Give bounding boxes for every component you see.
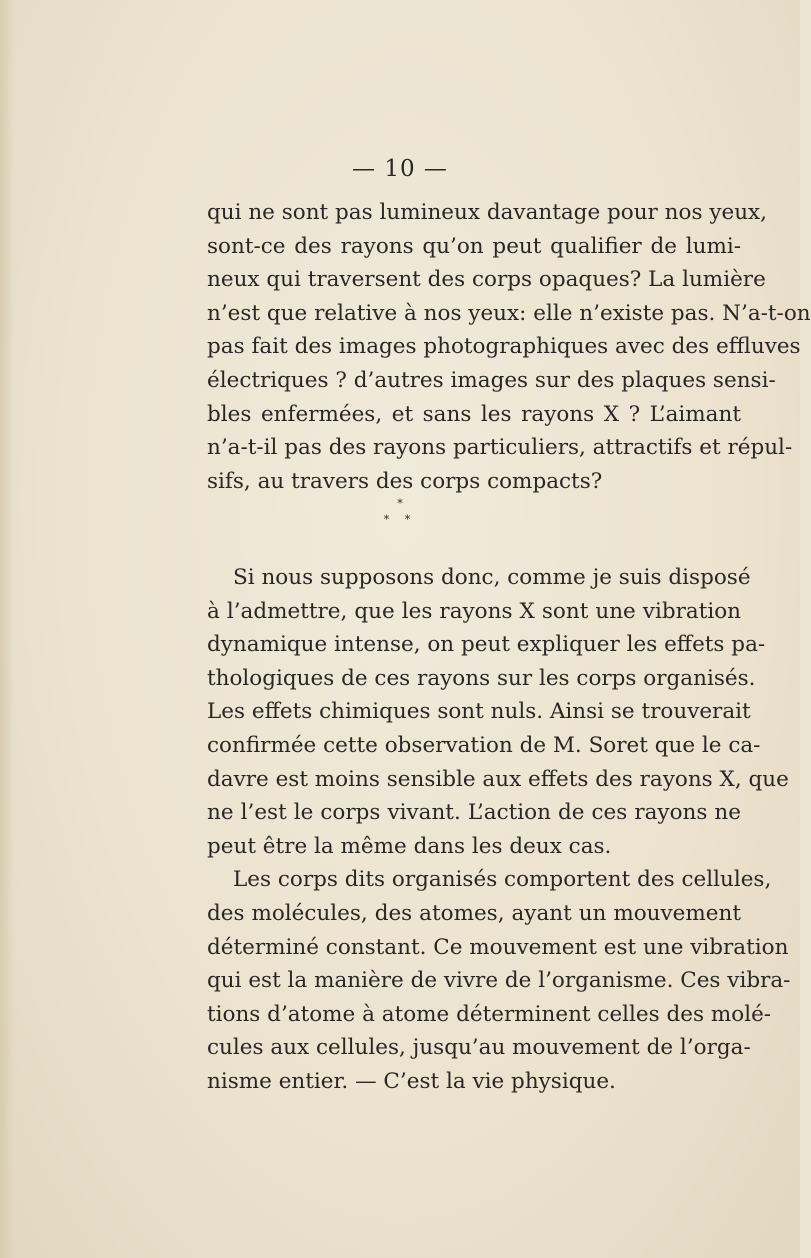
text-line: neux qui traversent des corps opaques? La lumière [207,267,766,293]
text-line: ne l’est le corps vivant. L’action de ces rayons ne [207,800,741,826]
text-line: sont-ce des rayons qu’on peut qualifier de lumi- [207,233,741,259]
text-line: nisme entier. — C’est la vie physique. [207,1068,616,1094]
page-edge-shadow [0,0,14,1258]
text-line: à l’admettre, que les rayons X sont une vibration [207,598,741,624]
section-separator-bottom: * * [383,513,417,526]
text-line: Si nous supposons donc, comme je suis disposé [233,565,751,590]
text-line: n’est que relative à nos yeux: elle n’existe pas. N’a-t-on [207,300,811,326]
text-line: pas fait des images photographiques avec des effluves [207,334,801,360]
text-line: tions d’atome à atome déterminent celles des molé- [207,1001,772,1027]
text-line: thologiques de ces rayons sur les corps organisés. [207,665,756,691]
text-line: dynamique intense, on peut expliquer les effets pa- [207,632,766,658]
text-line: des molécules, des atomes, ayant un mouvement [207,900,741,926]
text-line: qui est la manière de vivre de l’organisme. Ces vibra- [207,968,791,994]
paragraph-1 [207,196,811,498]
text-line: n’a-t-il pas des rayons particuliers, attractifs et répul- [207,435,793,461]
text-line: sifs, au travers des corps compacts? [207,468,603,494]
paragraph-2-and-3 [207,561,791,1099]
text-line: déterminé constant. Ce mouvement est une vibration [207,934,789,960]
page-number: — 10 — [352,156,448,182]
text-line: peut être la même dans les deux cas. [207,833,612,859]
text-line: confirmée cette observation de M. Soret que le ca- [207,732,761,758]
text-line: bles enfermées, et sans les rayons X ? L’aimant [207,401,741,427]
text-line: davre est moins sensible aux effets des rayons X, que [207,766,789,792]
text-line: Les corps dits organisés comportent des cellules, [233,867,772,893]
text-line: qui ne sont pas lumineux davantage pour nos yeux, [207,200,768,225]
text-line: cules aux cellules, jusqu’au mouvement de l’orga- [207,1035,751,1061]
text-line: Les effets chimiques sont nuls. Ainsi se trouverait [207,699,751,725]
section-separator-top: * [397,497,403,510]
text-line: électriques ? d’autres images sur des plaques sensi- [207,367,776,393]
